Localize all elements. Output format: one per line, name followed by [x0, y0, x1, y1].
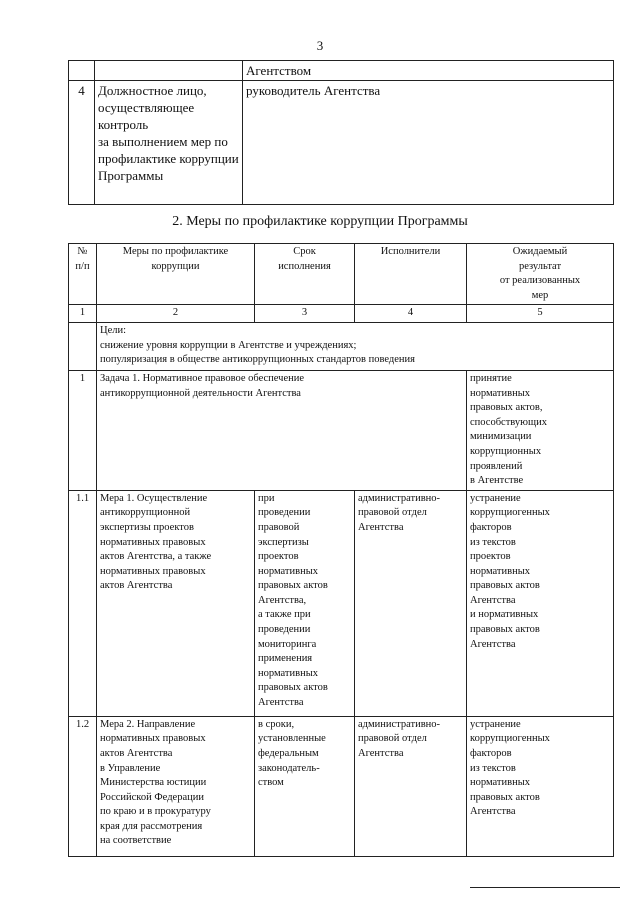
cont-empty-label [95, 61, 243, 81]
row-measure: Мера 2. Направление нормативных правовых актов Агентства в Управление Министерства юстиции Российской Федерации по краю и в прокуратуру края для рассмотрения на соответствие [97, 716, 255, 856]
header-term: Срок исполнения [255, 244, 355, 305]
table-row [69, 716, 614, 856]
row-result: устранение коррупциогенных факторов из текстов нормативных правовых актов Агентства [467, 716, 614, 856]
row-term: при проведении правовой экспертизы проектов нормативных правовых актов Агентства, а также при проведении мониторинга применения нормативных правовых актов Агентства [255, 490, 355, 716]
row-result: устранение коррупциогенных факторов из текстов проектов нормативных правовых актов Агентства и нормативных правовых актов Агентства [467, 490, 614, 716]
row4-value: руководитель Агентства [243, 81, 614, 205]
cont-text: Агентством [243, 61, 614, 81]
section-title: 2. Меры по профилактике коррупции Программы [172, 214, 468, 229]
task-text: Задача 1. Нормативное правовое обеспечение антикоррупционной деятельности Агентства [97, 370, 467, 490]
responsible-table [68, 60, 614, 205]
header-executors: Исполнители [355, 244, 467, 305]
row4-label: Должностное лицо, осуществляющее контроль за выполнением мер по профилактике коррупции Программы [95, 81, 243, 205]
page-number: 3 [316, 38, 324, 53]
col-number-4: 4 [355, 305, 467, 323]
col-number-3: 3 [255, 305, 355, 323]
header-measures: Меры по профилактике коррупции [97, 244, 255, 305]
goals-empty-cell [69, 322, 97, 370]
cont-empty-num [69, 61, 95, 81]
row-number: 1.1 [69, 490, 97, 716]
row-number: 1.2 [69, 716, 97, 856]
row4-number: 4 [69, 81, 95, 205]
header-result: Ожидаемый результат от реализованных мер [467, 244, 614, 305]
col-number-1: 1 [69, 305, 97, 323]
row-term: в сроки, установленные федеральным законодатель- ством [255, 716, 355, 856]
footer-rule [470, 887, 620, 888]
task-number: 1 [69, 370, 97, 490]
row-executors: административно- правовой отдел Агентства [355, 490, 467, 716]
row-measure: Мера 1. Осуществление антикоррупционной экспертизы проектов нормативных правовых актов Агентства, а также нормативных правовых актов Агентства [97, 490, 255, 716]
task-result: принятие нормативных правовых актов, способствующих минимизации коррупционных проявлений в Агентстве [467, 370, 614, 490]
col-number-5: 5 [467, 305, 614, 323]
goals-text: Цели: снижение уровня коррупции в Агентстве и учреждениях; популяризация в обществе антикоррупционных стандартов поведения [97, 322, 614, 370]
row-executors: административно- правовой отдел Агентства [355, 716, 467, 856]
col-number-2: 2 [97, 305, 255, 323]
measures-table [68, 243, 614, 857]
table-row [69, 490, 614, 716]
header-num: № п/п [69, 244, 97, 305]
